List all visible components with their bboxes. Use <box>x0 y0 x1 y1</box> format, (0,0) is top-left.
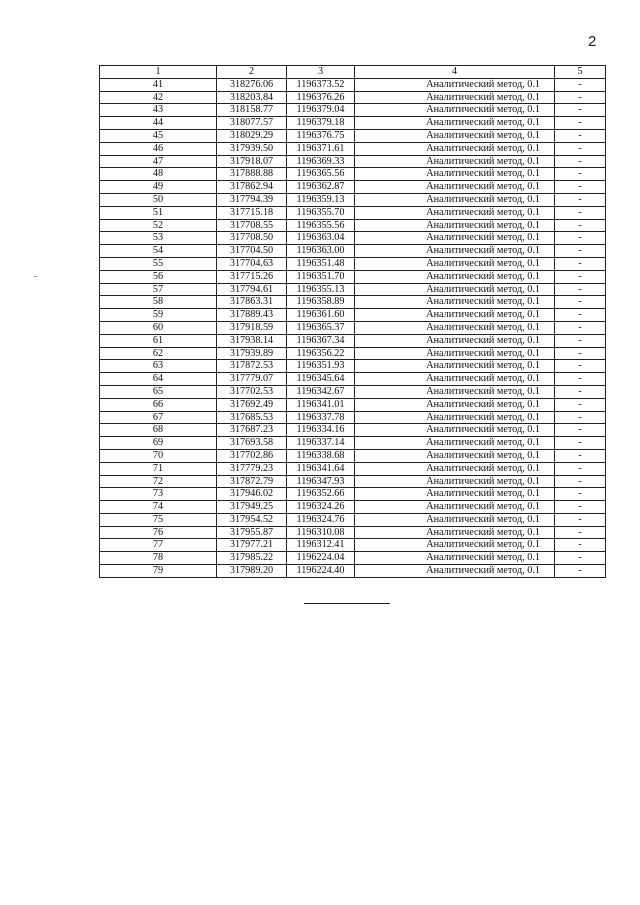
point-number-cell: 42 <box>100 91 217 104</box>
table-row <box>100 245 606 258</box>
method-cell: Аналитический метод, 0.1 <box>355 91 555 104</box>
x-coordinate-cell: 317939.50 <box>217 142 287 155</box>
y-coordinate-cell: 1196337.78 <box>287 411 355 424</box>
method-cell: Аналитический метод, 0.1 <box>355 181 555 194</box>
table-body <box>100 78 606 577</box>
method-cell: Аналитический метод, 0.1 <box>355 78 555 91</box>
point-number-cell: 49 <box>100 181 217 194</box>
note-cell: - <box>555 449 606 462</box>
note-cell: - <box>555 411 606 424</box>
method-cell: Аналитический метод, 0.1 <box>355 334 555 347</box>
point-number-cell: 56 <box>100 270 217 283</box>
y-coordinate-cell: 1196371.61 <box>287 142 355 155</box>
method-cell: Аналитический метод, 0.1 <box>355 424 555 437</box>
table-row <box>100 129 606 142</box>
method-cell: Аналитический метод, 0.1 <box>355 552 555 565</box>
method-cell: Аналитический метод, 0.1 <box>355 219 555 232</box>
y-coordinate-cell: 1196310.08 <box>287 526 355 539</box>
y-coordinate-cell: 1196324.76 <box>287 513 355 526</box>
point-number-cell: 51 <box>100 206 217 219</box>
y-coordinate-cell: 1196351.70 <box>287 270 355 283</box>
point-number-cell: 46 <box>100 142 217 155</box>
note-cell: - <box>555 296 606 309</box>
table-row <box>100 462 606 475</box>
method-cell: Аналитический метод, 0.1 <box>355 309 555 322</box>
method-cell: Аналитический метод, 0.1 <box>355 129 555 142</box>
x-coordinate-cell: 318029.29 <box>217 129 287 142</box>
y-coordinate-cell: 1196338.68 <box>287 449 355 462</box>
note-cell: - <box>555 565 606 578</box>
table-row <box>100 539 606 552</box>
note-cell: - <box>555 462 606 475</box>
note-cell: - <box>555 424 606 437</box>
y-coordinate-cell: 1196363.00 <box>287 245 355 258</box>
y-coordinate-cell: 1196362.87 <box>287 181 355 194</box>
note-cell: - <box>555 513 606 526</box>
x-coordinate-cell: 317946.02 <box>217 488 287 501</box>
method-cell: Аналитический метод, 0.1 <box>355 539 555 552</box>
method-cell: Аналитический метод, 0.1 <box>355 296 555 309</box>
point-number-cell: 73 <box>100 488 217 501</box>
x-coordinate-cell: 317704.63 <box>217 257 287 270</box>
table-row <box>100 360 606 373</box>
note-cell: - <box>555 245 606 258</box>
point-number-cell: 50 <box>100 193 217 206</box>
x-coordinate-cell: 317685.53 <box>217 411 287 424</box>
table-row <box>100 385 606 398</box>
y-coordinate-cell: 1196358.89 <box>287 296 355 309</box>
method-cell: Аналитический метод, 0.1 <box>355 283 555 296</box>
y-coordinate-cell: 1196355.70 <box>287 206 355 219</box>
header-cell-1: 1 <box>100 66 217 79</box>
header-cell-4: 4 <box>355 66 555 79</box>
note-cell: - <box>555 155 606 168</box>
method-cell: Аналитический метод, 0.1 <box>355 501 555 514</box>
x-coordinate-cell: 317939.89 <box>217 347 287 360</box>
x-coordinate-cell: 317687.23 <box>217 424 287 437</box>
note-cell: - <box>555 257 606 270</box>
method-cell: Аналитический метод, 0.1 <box>355 526 555 539</box>
point-number-cell: 77 <box>100 539 217 552</box>
point-number-cell: 52 <box>100 219 217 232</box>
point-number-cell: 57 <box>100 283 217 296</box>
x-coordinate-cell: 317918.59 <box>217 321 287 334</box>
table-row <box>100 168 606 181</box>
x-coordinate-cell: 317918.07 <box>217 155 287 168</box>
table-row <box>100 117 606 130</box>
table-row <box>100 424 606 437</box>
method-cell: Аналитический метод, 0.1 <box>355 385 555 398</box>
y-coordinate-cell: 1196376.75 <box>287 129 355 142</box>
method-cell: Аналитический метод, 0.1 <box>355 411 555 424</box>
y-coordinate-cell: 1196351.93 <box>287 360 355 373</box>
x-coordinate-cell: 318077.57 <box>217 117 287 130</box>
coordinates-table <box>99 65 606 578</box>
table-row <box>100 552 606 565</box>
point-number-cell: 58 <box>100 296 217 309</box>
x-coordinate-cell: 317955.87 <box>217 526 287 539</box>
note-cell: - <box>555 181 606 194</box>
x-coordinate-cell: 318203.84 <box>217 91 287 104</box>
x-coordinate-cell: 317693.58 <box>217 437 287 450</box>
y-coordinate-cell: 1196369.33 <box>287 155 355 168</box>
table-row <box>100 206 606 219</box>
y-coordinate-cell: 1196341.64 <box>287 462 355 475</box>
note-cell: - <box>555 91 606 104</box>
method-cell: Аналитический метод, 0.1 <box>355 513 555 526</box>
point-number-cell: 69 <box>100 437 217 450</box>
x-coordinate-cell: 317702.86 <box>217 449 287 462</box>
point-number-cell: 53 <box>100 232 217 245</box>
y-coordinate-cell: 1196356.22 <box>287 347 355 360</box>
y-coordinate-cell: 1196355.13 <box>287 283 355 296</box>
y-coordinate-cell: 1196365.37 <box>287 321 355 334</box>
note-cell: - <box>555 334 606 347</box>
point-number-cell: 59 <box>100 309 217 322</box>
point-number-cell: 61 <box>100 334 217 347</box>
y-coordinate-cell: 1196352.66 <box>287 488 355 501</box>
table-row <box>100 513 606 526</box>
point-number-cell: 55 <box>100 257 217 270</box>
table-row <box>100 232 606 245</box>
x-coordinate-cell: 317985.22 <box>217 552 287 565</box>
method-cell: Аналитический метод, 0.1 <box>355 168 555 181</box>
table-row <box>100 488 606 501</box>
x-coordinate-cell: 317889.43 <box>217 309 287 322</box>
point-number-cell: 71 <box>100 462 217 475</box>
note-cell: - <box>555 168 606 181</box>
y-coordinate-cell: 1196355.56 <box>287 219 355 232</box>
y-coordinate-cell: 1196373.52 <box>287 78 355 91</box>
table-row <box>100 321 606 334</box>
x-coordinate-cell: 318158.77 <box>217 104 287 117</box>
note-cell: - <box>555 539 606 552</box>
margin-mark <box>34 276 37 277</box>
method-cell: Аналитический метод, 0.1 <box>355 142 555 155</box>
method-cell: Аналитический метод, 0.1 <box>355 232 555 245</box>
point-number-cell: 44 <box>100 117 217 130</box>
point-number-cell: 62 <box>100 347 217 360</box>
y-coordinate-cell: 1196345.64 <box>287 373 355 386</box>
method-cell: Аналитический метод, 0.1 <box>355 565 555 578</box>
x-coordinate-cell: 317954.52 <box>217 513 287 526</box>
table-row <box>100 565 606 578</box>
note-cell: - <box>555 270 606 283</box>
y-coordinate-cell: 1196361.60 <box>287 309 355 322</box>
x-coordinate-cell: 317779.23 <box>217 462 287 475</box>
footer-rule <box>304 603 390 604</box>
method-cell: Аналитический метод, 0.1 <box>355 104 555 117</box>
x-coordinate-cell: 317692.49 <box>217 398 287 411</box>
y-coordinate-cell: 1196367.34 <box>287 334 355 347</box>
table-row <box>100 296 606 309</box>
point-number-cell: 68 <box>100 424 217 437</box>
y-coordinate-cell: 1196224.40 <box>287 565 355 578</box>
method-cell: Аналитический метод, 0.1 <box>355 449 555 462</box>
note-cell: - <box>555 321 606 334</box>
table-row <box>100 270 606 283</box>
x-coordinate-cell: 318276.06 <box>217 78 287 91</box>
x-coordinate-cell: 317794.61 <box>217 283 287 296</box>
method-cell: Аналитический метод, 0.1 <box>355 398 555 411</box>
table-row <box>100 142 606 155</box>
method-cell: Аналитический метод, 0.1 <box>355 257 555 270</box>
method-cell: Аналитический метод, 0.1 <box>355 155 555 168</box>
note-cell: - <box>555 552 606 565</box>
y-coordinate-cell: 1196324.26 <box>287 501 355 514</box>
point-number-cell: 41 <box>100 78 217 91</box>
method-cell: Аналитический метод, 0.1 <box>355 347 555 360</box>
note-cell: - <box>555 129 606 142</box>
note-cell: - <box>555 347 606 360</box>
x-coordinate-cell: 317794.39 <box>217 193 287 206</box>
y-coordinate-cell: 1196379.18 <box>287 117 355 130</box>
y-coordinate-cell: 1196365.56 <box>287 168 355 181</box>
note-cell: - <box>555 437 606 450</box>
method-cell: Аналитический метод, 0.1 <box>355 373 555 386</box>
note-cell: - <box>555 283 606 296</box>
x-coordinate-cell: 317779.07 <box>217 373 287 386</box>
table-row <box>100 155 606 168</box>
note-cell: - <box>555 360 606 373</box>
note-cell: - <box>555 193 606 206</box>
table-row <box>100 309 606 322</box>
y-coordinate-cell: 1196347.93 <box>287 475 355 488</box>
table-row <box>100 449 606 462</box>
table-row <box>100 475 606 488</box>
table-row <box>100 334 606 347</box>
note-cell: - <box>555 501 606 514</box>
header-cell-3: 3 <box>287 66 355 79</box>
x-coordinate-cell: 317989.20 <box>217 565 287 578</box>
point-number-cell: 72 <box>100 475 217 488</box>
note-cell: - <box>555 232 606 245</box>
note-cell: - <box>555 526 606 539</box>
note-cell: - <box>555 309 606 322</box>
method-cell: Аналитический метод, 0.1 <box>355 360 555 373</box>
x-coordinate-cell: 317938.14 <box>217 334 287 347</box>
table-header <box>100 66 606 79</box>
x-coordinate-cell: 317872.53 <box>217 360 287 373</box>
y-coordinate-cell: 1196359.13 <box>287 193 355 206</box>
y-coordinate-cell: 1196224.04 <box>287 552 355 565</box>
method-cell: Аналитический метод, 0.1 <box>355 321 555 334</box>
point-number-cell: 60 <box>100 321 217 334</box>
point-number-cell: 78 <box>100 552 217 565</box>
table-row <box>100 411 606 424</box>
x-coordinate-cell: 317872.79 <box>217 475 287 488</box>
method-cell: Аналитический метод, 0.1 <box>355 193 555 206</box>
method-cell: Аналитический метод, 0.1 <box>355 488 555 501</box>
note-cell: - <box>555 206 606 219</box>
x-coordinate-cell: 317977.21 <box>217 539 287 552</box>
note-cell: - <box>555 78 606 91</box>
y-coordinate-cell: 1196363.04 <box>287 232 355 245</box>
x-coordinate-cell: 317949.25 <box>217 501 287 514</box>
point-number-cell: 79 <box>100 565 217 578</box>
note-cell: - <box>555 398 606 411</box>
table-row <box>100 347 606 360</box>
table-row <box>100 78 606 91</box>
y-coordinate-cell: 1196312.41 <box>287 539 355 552</box>
note-cell: - <box>555 488 606 501</box>
point-number-cell: 66 <box>100 398 217 411</box>
note-cell: - <box>555 117 606 130</box>
point-number-cell: 74 <box>100 501 217 514</box>
x-coordinate-cell: 317702.53 <box>217 385 287 398</box>
y-coordinate-cell: 1196351.48 <box>287 257 355 270</box>
note-cell: - <box>555 373 606 386</box>
x-coordinate-cell: 317863.31 <box>217 296 287 309</box>
table-row <box>100 373 606 386</box>
x-coordinate-cell: 317704.50 <box>217 245 287 258</box>
point-number-cell: 76 <box>100 526 217 539</box>
method-cell: Аналитический метод, 0.1 <box>355 437 555 450</box>
y-coordinate-cell: 1196376.26 <box>287 91 355 104</box>
table-row <box>100 91 606 104</box>
table-row <box>100 257 606 270</box>
note-cell: - <box>555 142 606 155</box>
note-cell: - <box>555 385 606 398</box>
header-row <box>100 66 606 79</box>
point-number-cell: 67 <box>100 411 217 424</box>
table-row <box>100 437 606 450</box>
table-row <box>100 193 606 206</box>
y-coordinate-cell: 1196337.14 <box>287 437 355 450</box>
y-coordinate-cell: 1196342.67 <box>287 385 355 398</box>
point-number-cell: 54 <box>100 245 217 258</box>
note-cell: - <box>555 475 606 488</box>
table-row <box>100 104 606 117</box>
page-number: 2 <box>588 33 597 50</box>
x-coordinate-cell: 317888.88 <box>217 168 287 181</box>
point-number-cell: 45 <box>100 129 217 142</box>
header-cell-2: 2 <box>217 66 287 79</box>
point-number-cell: 63 <box>100 360 217 373</box>
x-coordinate-cell: 317715.26 <box>217 270 287 283</box>
table-row <box>100 181 606 194</box>
table-row <box>100 526 606 539</box>
point-number-cell: 43 <box>100 104 217 117</box>
y-coordinate-cell: 1196341.01 <box>287 398 355 411</box>
y-coordinate-cell: 1196334.16 <box>287 424 355 437</box>
point-number-cell: 64 <box>100 373 217 386</box>
note-cell: - <box>555 219 606 232</box>
method-cell: Аналитический метод, 0.1 <box>355 475 555 488</box>
method-cell: Аналитический метод, 0.1 <box>355 270 555 283</box>
x-coordinate-cell: 317862.94 <box>217 181 287 194</box>
method-cell: Аналитический метод, 0.1 <box>355 206 555 219</box>
point-number-cell: 70 <box>100 449 217 462</box>
point-number-cell: 48 <box>100 168 217 181</box>
x-coordinate-cell: 317715.18 <box>217 206 287 219</box>
point-number-cell: 75 <box>100 513 217 526</box>
y-coordinate-cell: 1196379.04 <box>287 104 355 117</box>
table-row <box>100 219 606 232</box>
method-cell: Аналитический метод, 0.1 <box>355 245 555 258</box>
table-row <box>100 398 606 411</box>
point-number-cell: 65 <box>100 385 217 398</box>
table-row <box>100 501 606 514</box>
note-cell: - <box>555 104 606 117</box>
method-cell: Аналитический метод, 0.1 <box>355 117 555 130</box>
x-coordinate-cell: 317708.55 <box>217 219 287 232</box>
method-cell: Аналитический метод, 0.1 <box>355 462 555 475</box>
x-coordinate-cell: 317708.50 <box>217 232 287 245</box>
table-row <box>100 283 606 296</box>
header-cell-5: 5 <box>555 66 606 79</box>
point-number-cell: 47 <box>100 155 217 168</box>
